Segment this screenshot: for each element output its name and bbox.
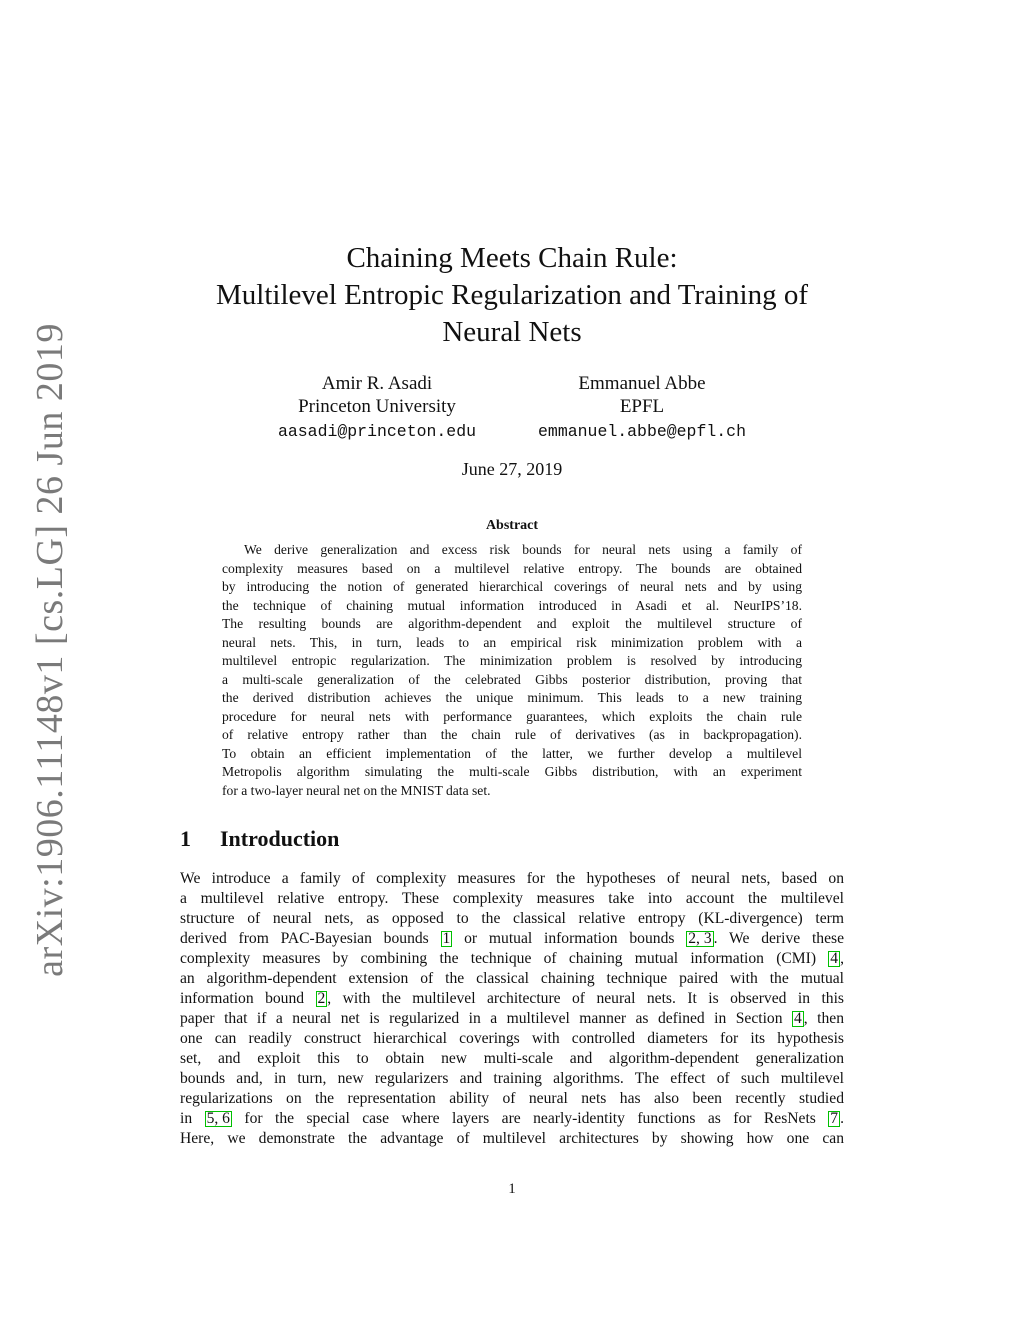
paper-date: June 27, 2019 <box>461 459 563 479</box>
author-email[interactable]: aasadi@princeton.edu <box>277 422 477 441</box>
abstract-line: Metropolis algorithm simulating the multi-scale Gibbs distribution, with an experiment <box>222 764 802 779</box>
abstract-line: of relative entropy rather than the chain rule of derivatives (as in backpropagation). <box>222 727 802 742</box>
abstract-body <box>222 541 802 800</box>
section-heading <box>180 826 339 852</box>
abstract-heading: Abstract <box>485 518 539 533</box>
intro-line: Here, we demonstrate the advantage of multilevel architectures by showing how one can <box>180 1130 844 1147</box>
author-block-1 <box>262 372 492 443</box>
intro-line: regularizations on the representation ability of neural nets has also been recently studied <box>180 1090 844 1107</box>
intro-text: , with the multilevel architecture of neural nets. It is observed in this <box>327 990 844 1007</box>
author-name: Emmanuel Abbe <box>578 373 706 394</box>
author-affiliation: EPFL <box>619 396 665 417</box>
arxiv-identifier-stamp: arXiv:1906.11148v1 [cs.LG] 26 Jun 2019 <box>29 323 71 977</box>
intro-text: for the special case where layers are nearly-identity functions as for ResNets <box>231 1110 829 1127</box>
intro-line: set, and exploit this to obtain new multi-scale and algorithm-dependent generalization <box>180 1050 844 1067</box>
paper-title <box>180 240 844 351</box>
author-affiliation: Princeton University <box>298 396 456 417</box>
page-number: 1 <box>508 1181 516 1197</box>
intro-text: information bound <box>180 990 316 1007</box>
abstract-line: complexity measures based on a multilevel relative entropy. The bounds are obtained <box>222 560 802 576</box>
title-line: Multilevel Entropic Regularization and Training of <box>216 279 808 311</box>
intro-line <box>180 929 844 949</box>
abstract-line: by introducing the notion of generated hierarchical coverings of neural nets and by using <box>222 579 802 594</box>
intro-line: bounds and, in turn, new regularizers and training algorithms. The effect of such multilevel <box>180 1070 844 1087</box>
intro-text: complexity measures by combining the technique of chaining mutual information (CMI) <box>180 950 829 967</box>
intro-text: or mutual information bounds <box>452 930 687 947</box>
citation-link[interactable]: 4 <box>794 1010 802 1027</box>
citation-link[interactable]: 1 <box>442 930 451 947</box>
citation-link[interactable]: 5, 6 <box>206 1110 230 1127</box>
intro-text: . <box>840 1110 844 1127</box>
intro-text: in <box>180 1110 205 1127</box>
intro-line: an algorithm-dependent extension of the classical chaining technique paired with the mutual <box>180 970 844 987</box>
abstract-line: the derived distribution achieves the unique minimum. This leads to a new training <box>222 690 802 705</box>
abstract-line: To obtain an efficient implementation of the latter, we further develop a multilevel <box>222 745 802 761</box>
citation-link[interactable]: 4 <box>830 950 839 967</box>
intro-line <box>180 1009 844 1029</box>
abstract-line: the technique of chaining mutual information introduced in Asadi et al. NeurIPS’18. <box>222 597 802 613</box>
author-name: Amir R. Asadi <box>321 373 433 394</box>
title-line: Chaining Meets Chain Rule: <box>346 242 678 274</box>
intro-line: one can readily construct hierarchical coverings with controlled diameters for its hypothesis <box>180 1030 844 1047</box>
author-email[interactable]: emmanuel.abbe@epfl.ch <box>538 422 746 441</box>
section-number: 1 <box>180 826 191 851</box>
intro-line <box>180 1109 844 1129</box>
introduction-body <box>180 869 844 1149</box>
intro-line <box>180 989 844 1009</box>
abstract-line: a multi-scale generalization of the celebrated Gibbs posterior distribution, proving that <box>222 671 802 687</box>
citation-link[interactable]: 2, 3 <box>688 930 712 947</box>
intro-line: structure of neural nets, as opposed to the classical relative entropy (KL-divergence) term <box>180 910 844 927</box>
citation-link[interactable]: 7 <box>830 1110 839 1127</box>
abstract-line: The resulting bounds are algorithm-dependent and exploit the multilevel structure of <box>222 616 802 631</box>
intro-line: We introduce a family of complexity measures for the hypotheses of neural nets, based on <box>180 870 844 887</box>
intro-text: derived from PAC-Bayesian bounds <box>180 930 441 947</box>
section-title: Introduction <box>220 826 340 851</box>
intro-text: . We derive these <box>713 930 844 947</box>
intro-text: , <box>840 950 844 967</box>
abstract-line: We derive generalization and excess risk bounds for neural nets using a family of <box>244 542 802 557</box>
intro-line: a multilevel relative entropy. These complexity measures take into account the multilevel <box>180 890 844 907</box>
intro-line <box>180 949 844 969</box>
intro-text: paper that if a neural net is regularized in a multilevel manner as defined in Section <box>180 1010 792 1027</box>
intro-text: , then <box>803 1010 844 1027</box>
title-line: Neural Nets <box>442 316 582 348</box>
abstract-line: neural nets. This, in turn, leads to an empirical risk minimization problem with a <box>222 634 802 650</box>
author-block-2 <box>522 372 762 443</box>
abstract-line: for a two-layer neural net on the MNIST data set. <box>222 782 491 798</box>
citation-link[interactable]: 2 <box>317 990 326 1007</box>
abstract-line: procedure for neural nets with performance guarantees, which exploits the chain rule <box>222 708 802 724</box>
abstract-line: multilevel entropic regularization. The minimization problem is resolved by introducing <box>222 653 802 668</box>
